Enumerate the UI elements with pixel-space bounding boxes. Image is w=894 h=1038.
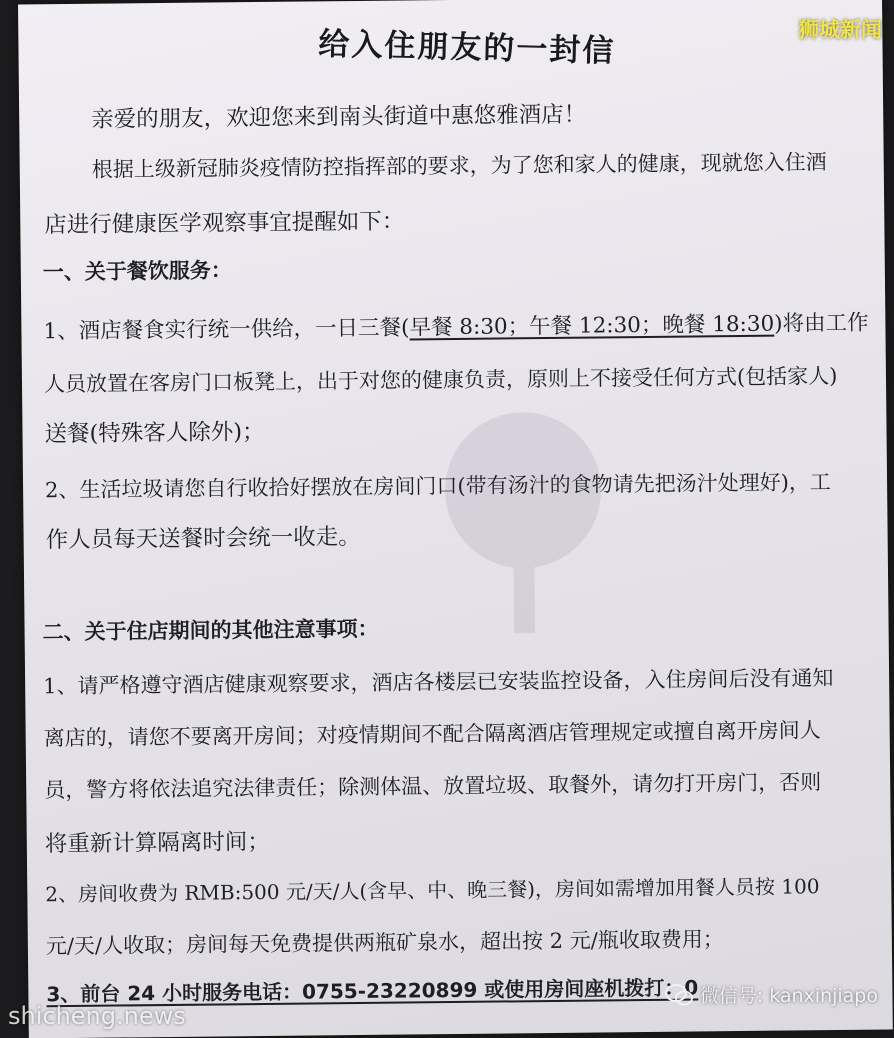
section-1-item-2-line-1: 2、生活垃圾请您自行收拾好摆放在房间门口(带有汤汁的食物请先把汤汁处理好)，工 <box>44 470 831 503</box>
section-1-item-1-line-3: 送餐(特殊客人除外)； <box>44 418 265 448</box>
section-1-item-1-line-2: 人员放置在客房门口板凳上，出于对您的健康负责，原则上不接受任何方式(包括家人) <box>43 363 838 397</box>
section-2-heading: 二、关于住店期间的其他注意事项： <box>42 616 379 645</box>
letter-title: 给入住朋友的一封信 <box>317 26 616 70</box>
section-2-item-1-line-2: 离店的，请您不要离开房间；对疫情期间不配合隔离酒店管理规定或擅自离开房间人 <box>43 718 821 751</box>
section-2-item-2-line-1: 2、房间收费为 RMB:500 元/天/人(含早、中、晚三餐)，房间如需增加用餐人员按 100 <box>45 874 820 907</box>
section-1-heading: 一、关于餐饮服务： <box>42 258 232 285</box>
greeting: 亲爱的朋友，欢迎您来到南头街道中惠悠雅酒店！ <box>91 101 587 133</box>
intro-line-2: 店进行健康医学观察事宜提醒如下： <box>44 208 405 239</box>
tree-watermark-icon <box>392 398 655 661</box>
site-watermark: shicheng.news <box>8 1002 186 1030</box>
wechat-icon <box>664 983 694 1007</box>
shicheng-news-logo: 狮城新闻 <box>798 18 882 42</box>
intro-line-1: 根据上级新冠肺炎疫情防控指挥部的要求，为了您和家人的健康，现就您入住酒 <box>91 150 827 182</box>
letter-paper <box>18 0 893 1038</box>
section-1-item-2-line-2: 作人员每天送餐时会统一收走。 <box>45 523 361 554</box>
section-2-item-1-line-4: 将重新计算隔离时间； <box>44 828 270 858</box>
section-2-item-1-line-3: 员，警方将依法追究法律责任；除测体温、放置垃圾、取餐外，请勿打开房门，否则 <box>44 770 822 803</box>
wechat-watermark <box>664 981 878 1008</box>
section-2-item-3-hotline: 3、前台 24 小时服务电话：0755-23220899 或使用房间座机拨打：0 <box>46 975 699 1007</box>
wechat-id-text: 微信号: kanxinjiapo <box>699 985 878 1007</box>
section-2-item-1-line-1: 1、请严格遵守酒店健康观察要求，酒店各楼层已安装监控设备，入住房间后没有通知 <box>43 666 834 699</box>
item-1-prefix: 1、酒店餐食实行统一供给，一日三餐( <box>43 315 410 345</box>
item-1-suffix: )将由工作 <box>774 310 869 337</box>
meal-times: 早餐 8:30；午餐 12:30；晚餐 18:30 <box>409 311 775 341</box>
section-2-item-2-line-2: 元/天/人收取；房间每天免费提供两瓶矿泉水，超出按 2 元/瓶收取费用； <box>45 927 724 959</box>
section-1-item-1-line-1 <box>43 306 868 346</box>
